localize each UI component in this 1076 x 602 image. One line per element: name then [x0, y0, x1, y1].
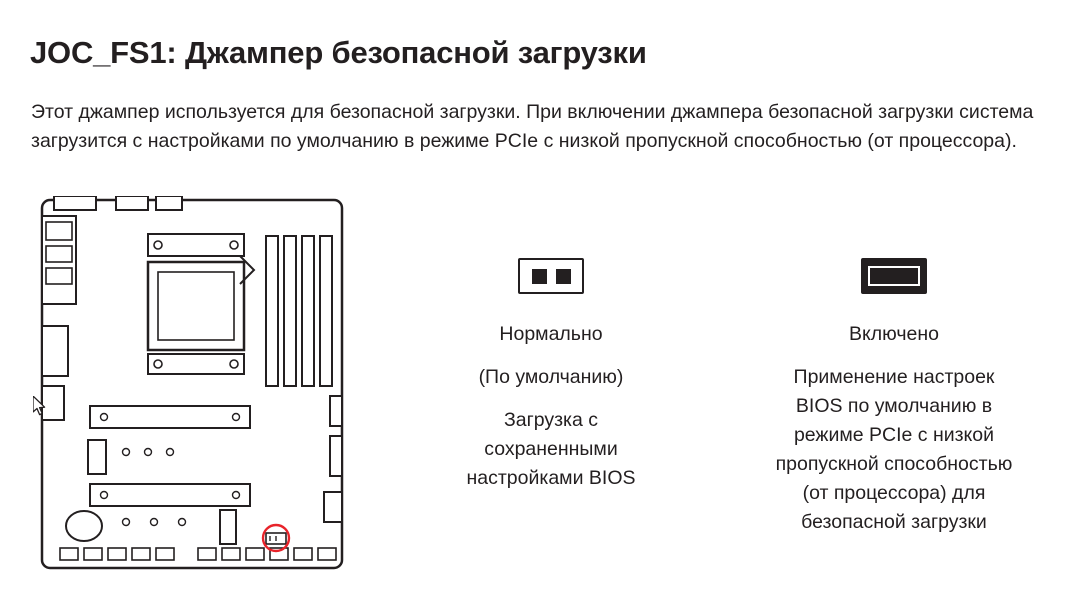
motherboard-diagram [30, 196, 360, 576]
mouse-pointer [33, 396, 47, 416]
jumper-normal-state-label: Нормально [499, 323, 603, 345]
jumper-enabled-desc-line-1: Применение настроек [793, 366, 995, 388]
jumper-open-icon [518, 258, 584, 294]
jumper-closed-icon [861, 258, 927, 294]
jumper-normal-note: (По умолчанию) [478, 366, 624, 388]
jumper-normal-desc-line-3: настройками BIOS [466, 467, 636, 489]
jumper-normal-desc-line-1: Загрузка с [503, 409, 599, 431]
jumper-enabled-desc-line-5: (от процессора) для [802, 482, 986, 504]
jumper-state-normal [404, 258, 698, 493]
jumper-enabled-desc-line-4: пропускной способностью [775, 453, 1013, 475]
jumper-pin-left [532, 269, 547, 284]
jumper-normal-desc-line-2: сохраненными [484, 438, 618, 460]
jumper-enabled-desc-line-3: режиме PCIe с низкой [793, 424, 995, 446]
intro-paragraph: Этот джампер используется для безопасной загрузки. При включении джампера безопасной загрузки система загрузится с настройками по умолчанию в режиме PCIe с низкой пропускной способностью (от процессора). [31, 100, 1034, 152]
jumper-state-enabled [744, 258, 1044, 537]
page-title: JOC_FS1: Джампер безопасной загрузки [30, 34, 647, 70]
jumper-enabled-desc-line-6: безопасной загрузки [801, 511, 987, 533]
jumper-enabled-desc-line-2: BIOS по умолчанию в [795, 395, 993, 417]
jumper-pin-right [556, 269, 571, 284]
jumper-enabled-state-label: Включено [849, 323, 939, 345]
jumper-cap [868, 266, 920, 286]
